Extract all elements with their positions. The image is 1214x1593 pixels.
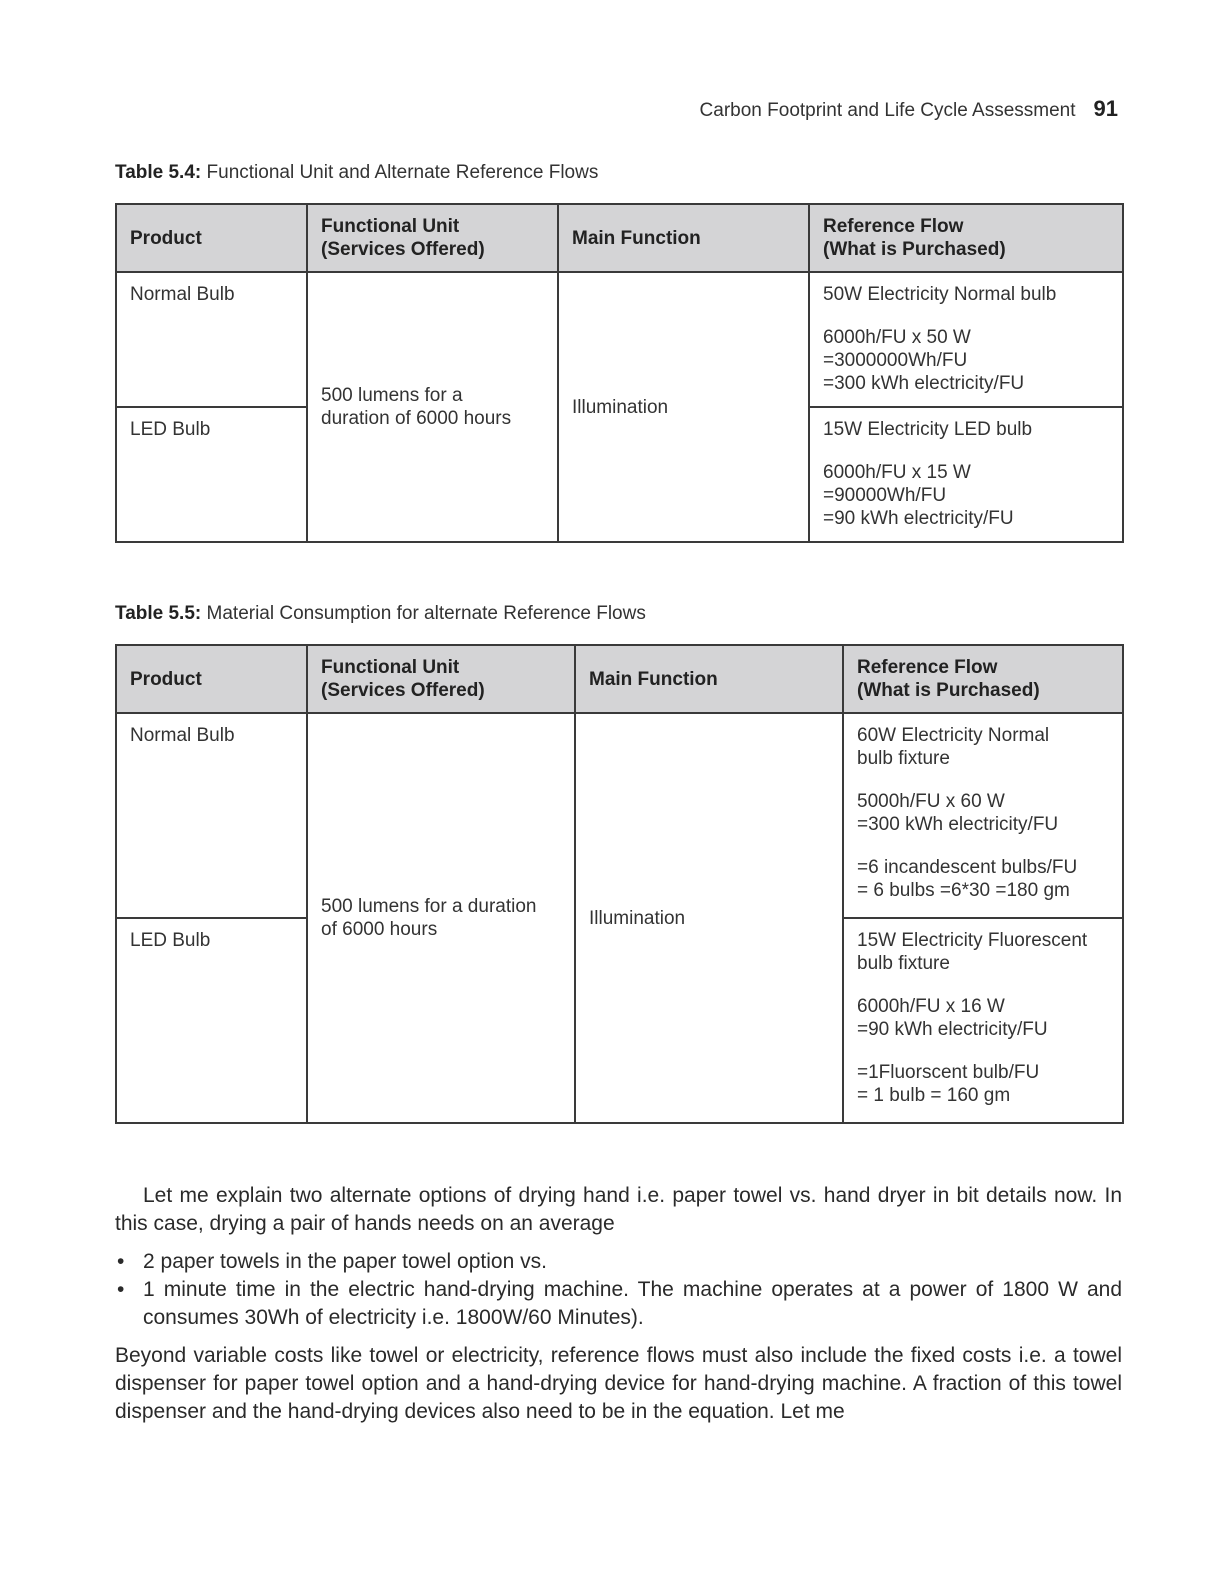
column-header-product: Product [116,204,307,272]
product-cell: Normal Bulb [116,272,307,407]
table-row [116,272,1123,407]
product-cell: LED Bulb [116,918,307,1123]
product-cell: LED Bulb [116,407,307,542]
list-item: • 1 minute time in the electric hand-drying machine. The machine operates at a power of 1800 W and consumes 30Wh of electricity i.e. 1800W/60 Minutes). [117,1278,1122,1329]
body-text [115,1182,1122,1426]
table-5-5 [115,644,1124,1124]
table-label: Table 5.5: [115,603,202,624]
page-number: 91 [1093,96,1118,121]
list-item: • 2 paper towels in the paper towel option vs. [115,1248,1122,1276]
column-header-functional-unit: Functional Unit (Services Offered) [307,645,575,713]
column-header-main-function: Main Function [558,204,809,272]
column-header-functional-unit: Functional Unit (Services Offered) [307,204,558,272]
bullet-glyph: • [117,1250,125,1273]
reference-flow-cell: 15W Electricity LED bulb 6000h/FU x 15 W =90000Wh/FU =90 kWh electricity/FU [809,407,1123,542]
reference-flow-cell: 50W Electricity Normal bulb 6000h/FU x 50 W =3000000Wh/FU =300 kWh electricity/FU [809,272,1123,407]
running-header [700,96,1118,122]
table-5-4 [115,203,1124,543]
column-header-product: Product [116,645,307,713]
column-header-reference-flow: Reference Flow (What is Purchased) [843,645,1123,713]
table-title: Functional Unit and Alternate Reference Flows [206,162,599,183]
body-paragraph: Let me explain two alternate options of drying hand i.e. paper towel vs. hand dryer in bit details now. In this case, drying a pair of hands needs on an average [115,1184,1122,1235]
table-row [116,713,1123,918]
main-function-cell: Illumination [575,713,843,1123]
bullet-list [115,1248,1122,1332]
column-header-main-function: Main Function [575,645,843,713]
running-title: Carbon Footprint and Life Cycle Assessment [699,100,1076,121]
table-title: Material Consumption for alternate Reference Flows [206,603,646,624]
table-5-5-caption [115,603,646,625]
product-cell: Normal Bulb [116,713,307,918]
table-header-row [116,645,1123,713]
body-paragraph: Beyond variable costs like towel or electricity, reference flows must also include the fixed costs i.e. a towel dispenser for paper towel option and a hand-drying device for hand-drying machine. A fraction of this towel dispenser and the hand-drying devices also need to be in the equation. Let me [115,1344,1122,1423]
column-header-reference-flow: Reference Flow (What is Purchased) [809,204,1123,272]
reference-flow-cell: 15W Electricity Fluorescent bulb fixture 6000h/FU x 16 W =90 kWh electricity/FU =1Fluorscent bulb/FU = 1 bulb = 160 gm [843,918,1123,1123]
bullet-glyph: • [117,1278,125,1301]
functional-unit-cell: 500 lumens for a duration of 6000 hours [307,713,575,1123]
table-5-4-caption [115,162,598,184]
reference-flow-cell: 60W Electricity Normal bulb fixture 5000h/FU x 60 W =300 kWh electricity/FU =6 incandescent bulbs/FU = 6 bulbs =6*30 =180 gm [843,713,1123,918]
functional-unit-cell: 500 lumens for a duration of 6000 hours [307,272,558,542]
table-header-row [116,204,1123,272]
main-function-cell: Illumination [558,272,809,542]
table-label: Table 5.4: [115,162,202,183]
